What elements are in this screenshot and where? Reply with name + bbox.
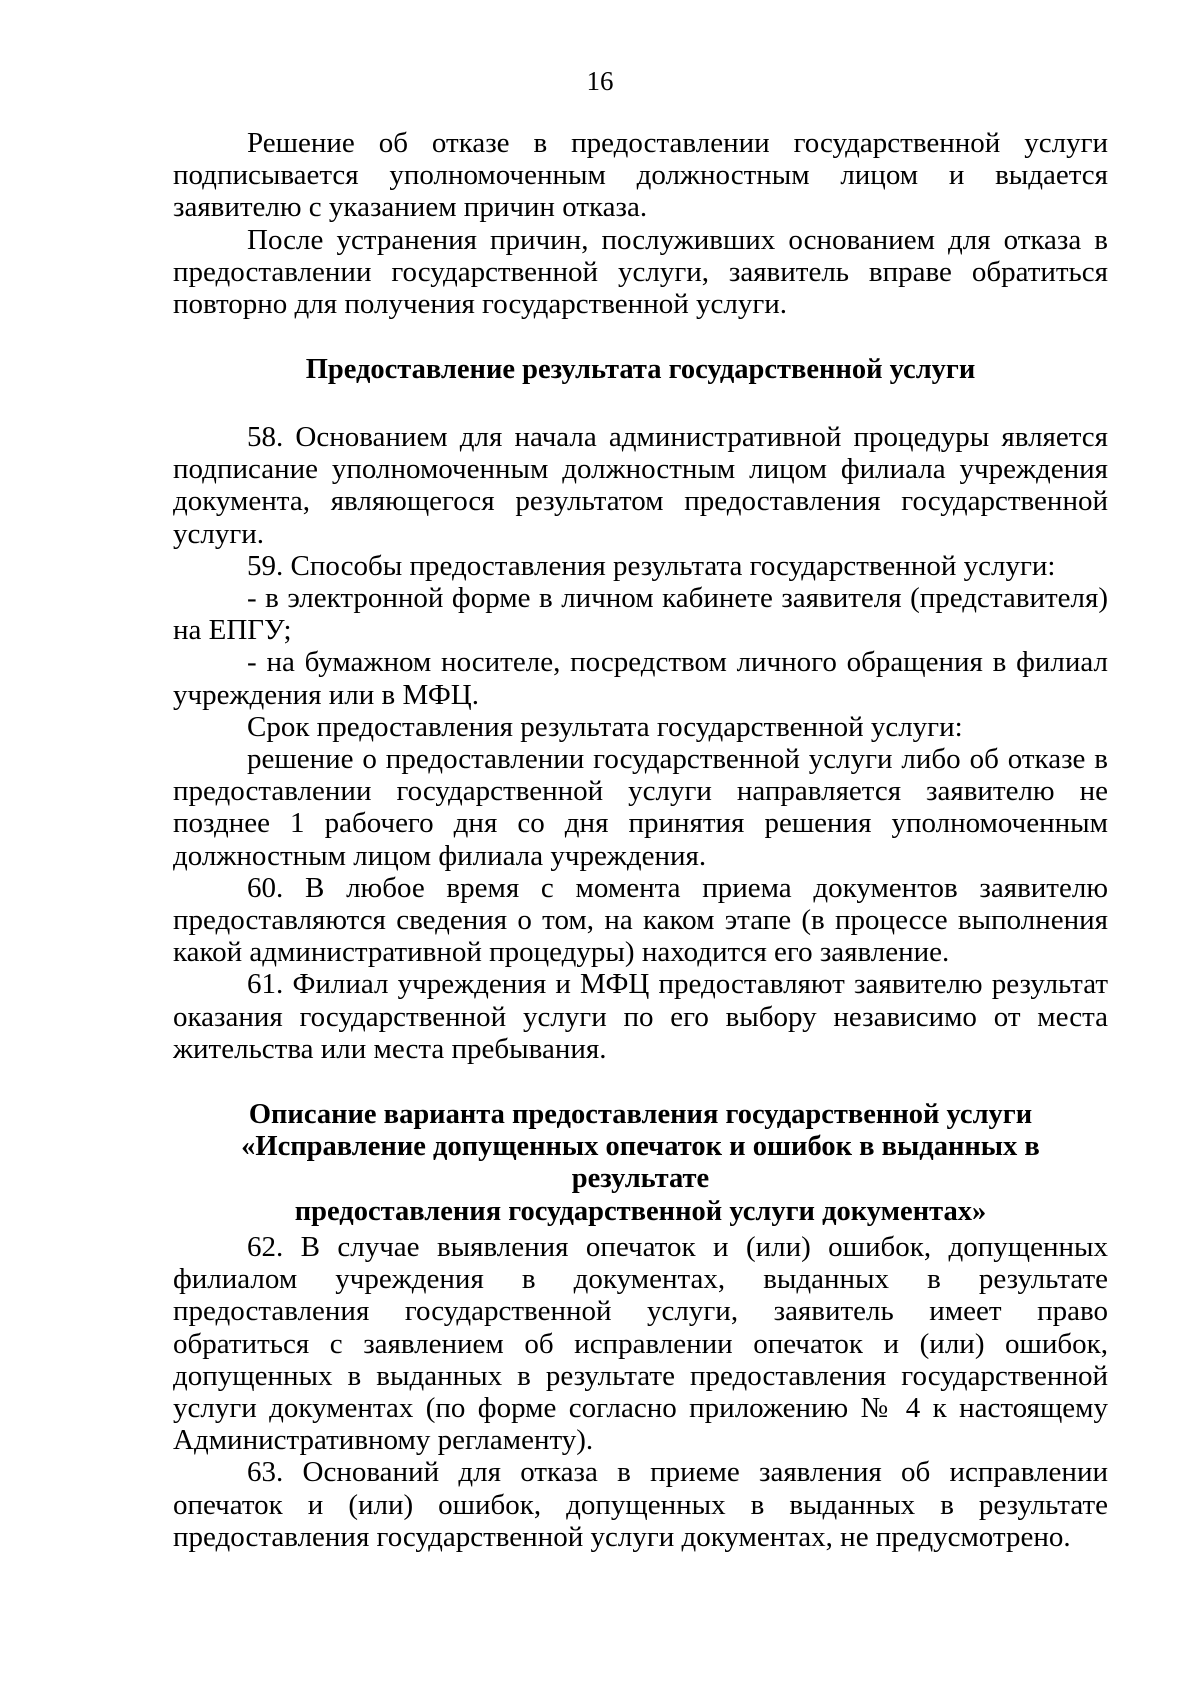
- paragraph-58: 58. Основанием для начала административной процедуры является подписание уполномоченным должностным лицом филиала учреждения документа, являющегося результатом предоставления государственной услуги.: [173, 421, 1108, 550]
- list-item-paper: - на бумажном носителе, посредством личного обращения в филиал учреждения или в МФЦ.: [173, 646, 1108, 711]
- paragraph-60: 60. В любое время с момента приема документов заявителю предоставляются сведения о том, на каком этапе (в процессе выполнения какой административной процедуры) находится его заявление.: [173, 871, 1108, 969]
- section-body-correction: [173, 1231, 1108, 1553]
- section-heading-result: [173, 354, 1108, 386]
- paragraph: Решение об отказе в предоставлении государственной услуги подписывается уполномоченным должностным лицом и выдается заявителю с указанием причин отказа.: [173, 127, 1108, 224]
- intro-block: [173, 127, 1108, 320]
- paragraph-62: 62. В случае выявления опечаток и (или) ошибок, допущенных филиалом учреждения в документах, выданных в результате предоставления государственной услуги, заявитель имеет право обратиться с заявлением об исправлении опечаток и (или) ошибок, допущенных в выданных в результате предоставления государственной услуги документах (по форме согласно приложению № 4 к настоящему Административному регламенту).: [173, 1231, 1108, 1457]
- section-heading: Предоставление результата государственной услуги: [305, 354, 976, 385]
- paragraph: После устранения причин, послуживших основанием для отказа в предоставлении государственной услуги, заявитель вправе обратиться повторно для получения государственной услуги.: [173, 223, 1108, 321]
- page-number: 16: [586, 66, 614, 96]
- section-heading-correction: [173, 1099, 1108, 1228]
- paragraph-63: 63. Оснований для отказа в приеме заявления об исправлении опечаток и (или) ошибок, допущенных в выданных в результате предоставления государственной услуги документах, не предусмотрено.: [173, 1456, 1108, 1553]
- paragraph-59: 59. Способы предоставления результата государственной услуги:: [247, 549, 1056, 582]
- paragraph-decision: решение о предоставлении государственной услуги либо об отказе в предоставлении государственной услуги направляется заявителю не позднее 1 рабочего дня со дня принятия решения уполномоченным должностным лицом филиала учреждения.: [173, 743, 1108, 872]
- section-heading-line: предоставления государственной услуги документах»: [294, 1195, 987, 1227]
- section-heading-line: «Исправление допущенных опечаток и ошибок в выданных в результате: [241, 1131, 1040, 1195]
- paragraph-term: Срок предоставления результата государственной услуги:: [247, 710, 963, 743]
- section-heading-line: Описание варианта предоставления государственной услуги: [248, 1099, 1033, 1130]
- paragraph-61: 61. Филиал учреждения и МФЦ предоставляют заявителю результат оказания государственной услуги по его выбору независимо от места жительства или места пребывания.: [173, 968, 1108, 1065]
- list-item-electronic: - в электронной форме в личном кабинете заявителя (представителя) на ЕПГУ;: [173, 582, 1108, 647]
- section-body-result: [173, 421, 1108, 1065]
